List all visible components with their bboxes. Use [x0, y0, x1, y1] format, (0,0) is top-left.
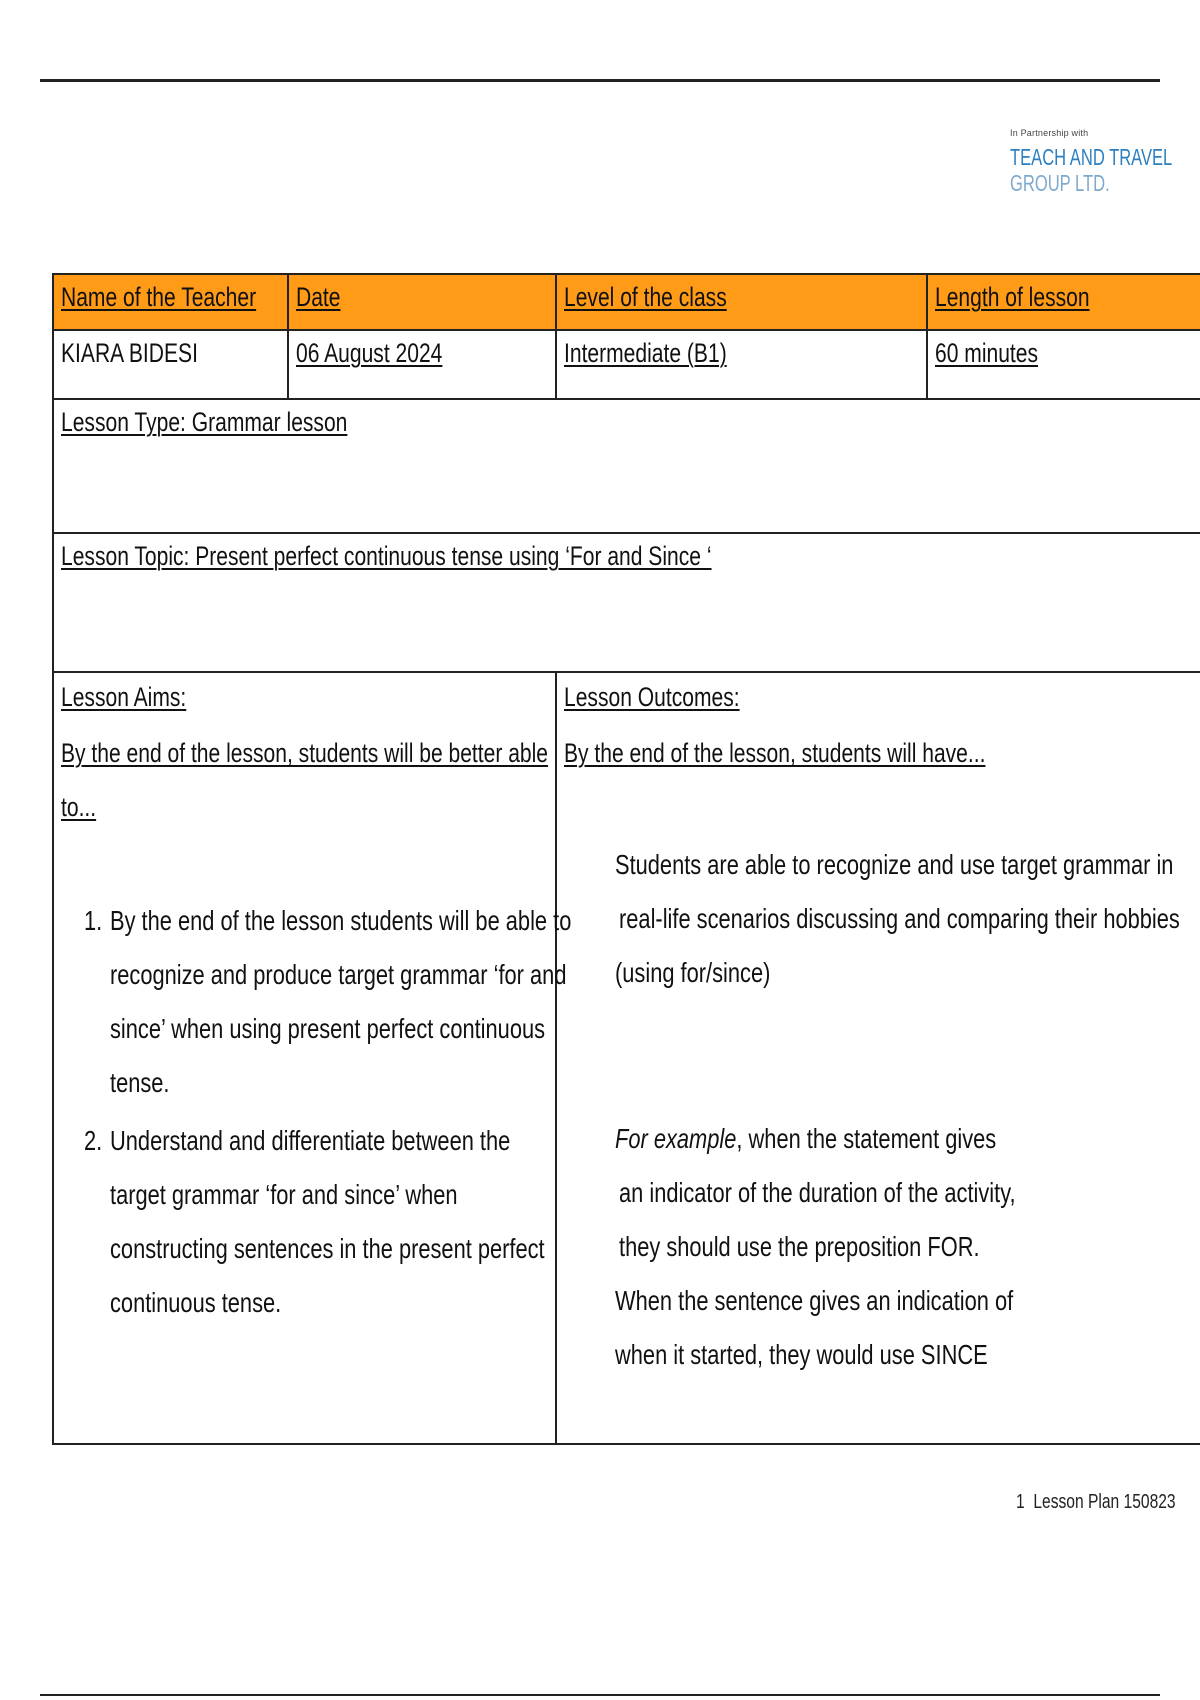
lesson-length: 60 minutes — [927, 330, 1200, 399]
outcome-p2-line-2: an indicator of the duration of the activity, — [619, 1177, 1016, 1208]
outcome-p2-line-4: When the sentence gives an indication of — [615, 1285, 1014, 1316]
outcome-p1-line-3: (using for/since) — [615, 957, 771, 988]
lesson-date: 06 August 2024 — [288, 330, 556, 399]
logo-partner-text: In Partnership with — [1010, 128, 1089, 138]
lesson-topic-row — [53, 533, 1200, 672]
aim-2-line-3: constructing sentences in the present perfect — [110, 1233, 545, 1264]
teach-and-travel-logo — [1010, 128, 1173, 196]
logo-line-1: TEACH AND TRAVEL — [1010, 144, 1173, 170]
lesson-topic: Lesson Topic: Present perfect continuous tense using ‘For and Since ‘ — [53, 533, 1200, 672]
header-level: Level of the class — [556, 274, 927, 330]
aim-1-line-2: recognize and produce target grammar ‘for and — [110, 959, 567, 990]
lesson-type: Lesson Type: Grammar lesson — [53, 399, 1200, 533]
aim-2-line-2: target grammar ‘for and since’ when — [110, 1179, 458, 1210]
aim-2-line-4: continuous tense. — [110, 1287, 282, 1318]
page-footer — [1016, 1491, 1200, 1514]
aim-2-line-1: Understand and differentiate between the — [110, 1125, 511, 1156]
aims-outcomes-row — [53, 672, 1200, 1444]
header-teacher: Name of the Teacher — [53, 274, 288, 330]
aim-1-line-3: since’ when using present perfect continuous — [110, 1013, 546, 1044]
footer-doc-label: Lesson Plan 150823 — [1033, 1491, 1176, 1513]
header-row — [53, 274, 1200, 330]
outcome-p1-line-2: real-life scenarios discussing and comparing their hobbies — [619, 903, 1180, 934]
lesson-plan-table — [52, 273, 1200, 1445]
aim-1-number: 1. — [84, 905, 103, 936]
header-date: Date — [288, 274, 556, 330]
lesson-type-row — [53, 399, 1200, 533]
aims-subtitle-1: By the end of the lesson, students will be better able — [61, 738, 549, 768]
outcomes-subtitle: By the end of the lesson, students will have... — [564, 738, 986, 768]
lesson-aims-cell — [53, 672, 572, 1444]
bottom-rule — [40, 1694, 1160, 1696]
top-rule — [40, 79, 1160, 82]
logo-line-2: GROUP LTD. — [1010, 170, 1110, 196]
class-level: Intermediate (B1) — [556, 330, 927, 399]
aims-title: Lesson Aims: — [61, 682, 187, 712]
header-length: Length of lesson — [927, 274, 1200, 330]
teacher-name: KIARA BIDESI — [53, 330, 288, 399]
outcome-p2-line-5: when it started, they would use SINCE — [615, 1339, 988, 1370]
example-label: For example — [615, 1123, 737, 1154]
info-row — [53, 330, 1200, 399]
lesson-outcomes-cell — [556, 672, 1200, 1444]
aim-2-number: 2. — [84, 1125, 103, 1156]
aim-1-line-1: By the end of the lesson students will be able to — [110, 905, 572, 936]
outcome-p2-line-1: , when the statement gives — [736, 1123, 997, 1154]
outcomes-title: Lesson Outcomes: — [564, 682, 740, 712]
aim-1-line-4: tense. — [110, 1067, 170, 1098]
page-number: 1 — [1016, 1491, 1025, 1513]
outcome-p1-line-1: Students are able to recognize and use target grammar in — [615, 849, 1174, 880]
aims-subtitle-2: to... — [61, 792, 97, 822]
outcome-p2-line-3: they should use the preposition FOR. — [619, 1231, 980, 1262]
